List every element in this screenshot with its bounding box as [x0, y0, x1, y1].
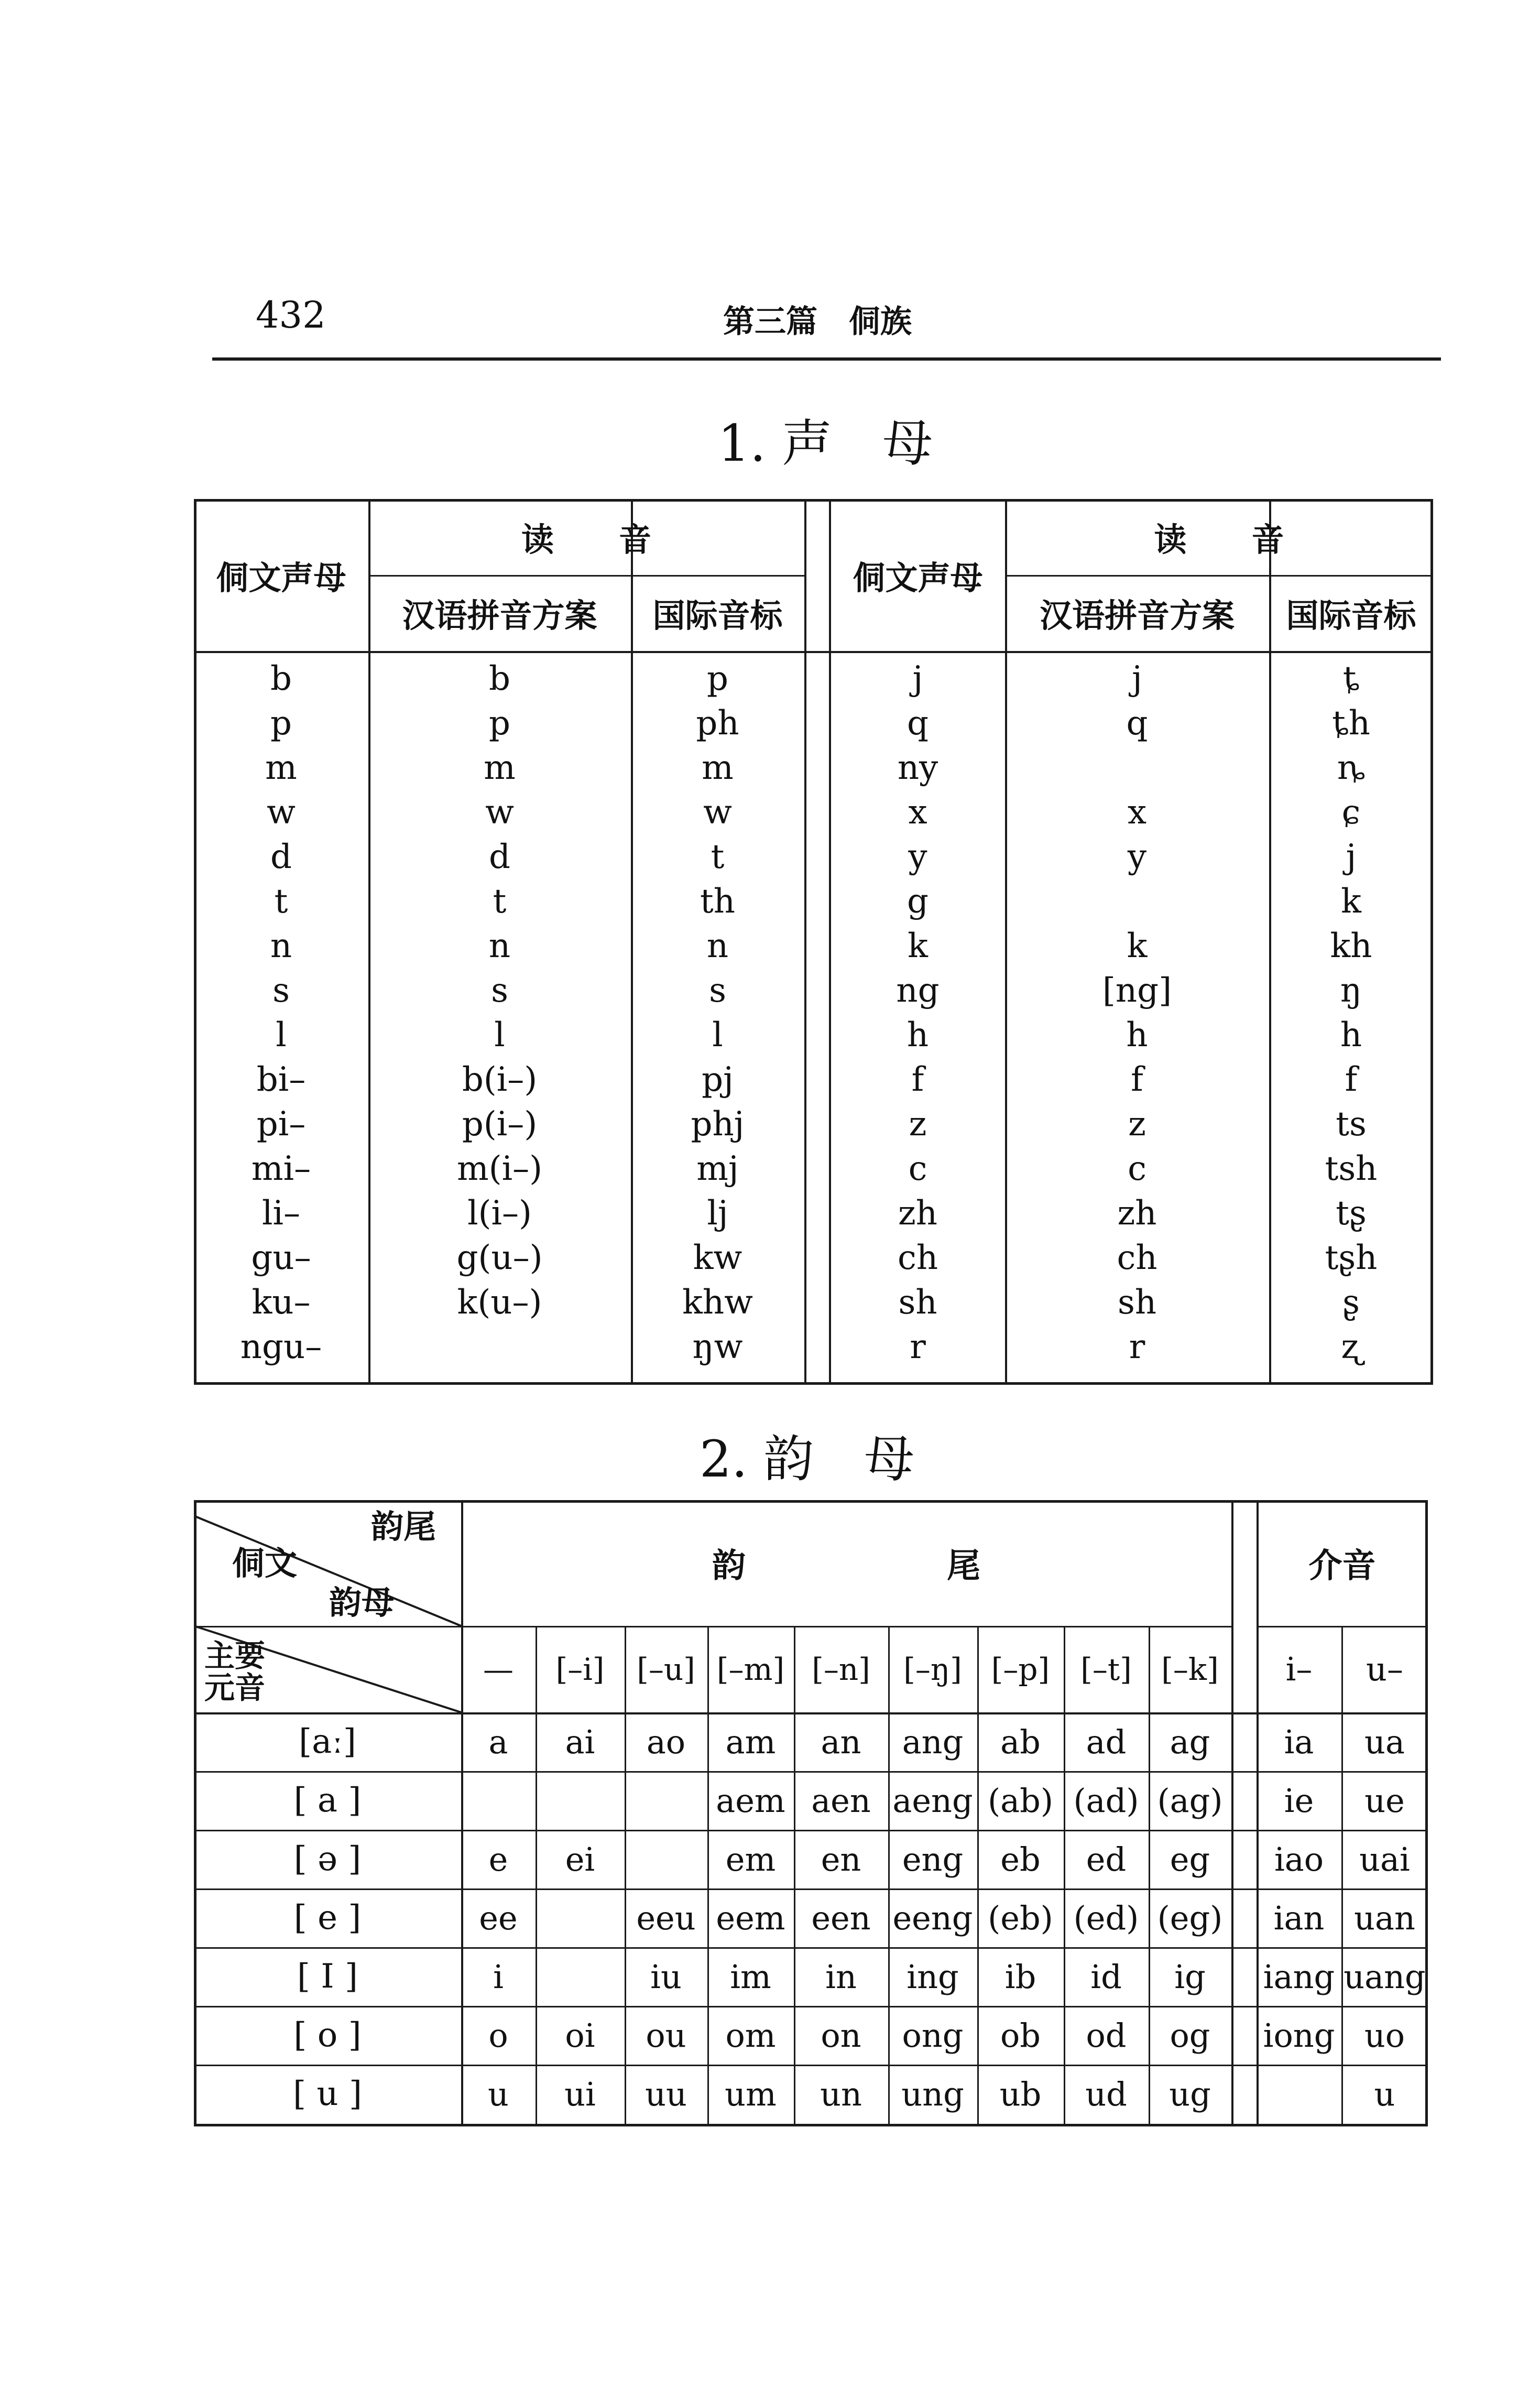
initial-ipa: m [702, 748, 734, 787]
initial-pinyin [1005, 745, 1269, 790]
initial-dong: s [272, 971, 290, 1010]
initial-dong: bi– [256, 1060, 306, 1099]
final-cell: on [821, 2016, 861, 2055]
final-cell: u [488, 2075, 509, 2113]
header-reading: 读 音 [1154, 520, 1284, 559]
initial-ipa: pj [702, 1060, 734, 1099]
initials-table [194, 499, 1433, 1385]
initial-pinyin: m [484, 748, 516, 787]
final-cell: um [725, 2075, 777, 2113]
initial-pinyin: b [489, 659, 510, 698]
corner-main-vowel: 主要 元音 [204, 1637, 266, 1706]
initial-ipa: h [1340, 1015, 1362, 1055]
final-cell: een [811, 1898, 871, 1937]
final-cell: ed [1086, 1840, 1127, 1879]
final-cell: aeng [892, 1781, 973, 1820]
medial-cell: uai [1359, 1840, 1410, 1879]
final-cell: ub [999, 2075, 1042, 2113]
finals-table [194, 1500, 1428, 2126]
final-cell: i [493, 1957, 504, 1996]
final-cell: ud [1085, 2075, 1127, 2113]
initial-ipa: ȶ [1342, 659, 1360, 698]
initial-pinyin: zh [1117, 1193, 1157, 1233]
initial-ipa: f [1345, 1060, 1358, 1099]
initial-ipa: ph [696, 703, 739, 743]
final-cell: in [825, 1957, 857, 1996]
coda-column-header: [–p] [991, 1651, 1050, 1687]
final-cell [536, 1947, 625, 2006]
final-cell: an [821, 1722, 861, 1761]
initial-pinyin: l(i–) [467, 1193, 532, 1233]
initial-pinyin: sh [1117, 1283, 1157, 1322]
initial-pinyin: r [1129, 1327, 1145, 1366]
header-dong-initial: 侗文声母 [853, 558, 983, 597]
initial-ipa: kh [1330, 926, 1372, 965]
page-number: 432 [256, 294, 326, 336]
table-rule [194, 651, 1433, 653]
initial-dong: n [270, 926, 292, 965]
coda-column-header: [–m] [716, 1651, 785, 1687]
initial-pinyin: x [1127, 793, 1147, 832]
initial-dong: ngu– [240, 1327, 322, 1366]
final-cell: ing [906, 1957, 959, 1996]
initial-ipa: t [711, 837, 725, 876]
final-cell [461, 1771, 536, 1830]
initial-ipa: l [712, 1015, 723, 1055]
initial-dong: g [907, 882, 929, 921]
initial-ipa: ŋ [1340, 971, 1362, 1010]
initial-pinyin: p(i–) [462, 1104, 538, 1144]
initial-dong: m [265, 748, 297, 787]
finals-title: 2. 韵 母 [700, 1430, 915, 1489]
initial-ipa: ʂ [1342, 1283, 1360, 1322]
initial-pinyin: d [489, 837, 510, 876]
main-vowel-label: [ o ] [293, 2016, 362, 2055]
final-cell: (ag) [1157, 1781, 1223, 1820]
initial-dong: p [270, 703, 292, 743]
initial-ipa: tʂh [1325, 1238, 1378, 1277]
initial-pinyin: c [1128, 1149, 1146, 1188]
final-cell [536, 1888, 625, 1947]
main-vowel-label: [ u ] [293, 2075, 362, 2113]
initial-ipa: s [709, 971, 726, 1010]
final-cell: ong [902, 2016, 964, 2055]
final-cell: eng [902, 1840, 964, 1879]
initial-pinyin: b(i–) [462, 1060, 538, 1099]
final-cell: oi [565, 2016, 595, 2055]
main-vowel-label: [ ə ] [293, 1840, 362, 1879]
final-cell: ag [1170, 1722, 1210, 1761]
initial-pinyin: k [1127, 926, 1148, 965]
initials-title: 1. 声 母 [718, 414, 933, 473]
initial-ipa: ɕ [1341, 793, 1361, 832]
medial-cell: uang [1344, 1957, 1426, 1996]
initial-dong: k [908, 926, 928, 965]
medial-cell: iao [1274, 1840, 1324, 1879]
initial-pinyin [368, 1325, 631, 1369]
main-vowel-label: [ I ] [297, 1957, 358, 1996]
final-cell: en [821, 1840, 861, 1879]
initial-pinyin: z [1128, 1104, 1146, 1144]
final-cell: ou [646, 2016, 686, 2055]
initial-dong: t [274, 882, 288, 921]
final-cell: ab [1000, 1722, 1041, 1761]
final-cell: ei [565, 1840, 595, 1879]
final-cell: ao [646, 1722, 686, 1761]
main-vowel-label: [aː] [299, 1722, 356, 1761]
final-cell [625, 1771, 707, 1830]
initial-dong: b [270, 659, 292, 698]
coda-column-header: [–i] [555, 1651, 605, 1687]
medial-cell [1257, 2065, 1341, 2123]
final-cell: aen [811, 1781, 871, 1820]
initial-pinyin [1005, 879, 1269, 924]
initial-ipa: w [703, 793, 732, 832]
medial-cell: iong [1263, 2016, 1335, 2055]
final-cell: ad [1086, 1722, 1127, 1761]
medial-cell: ue [1364, 1781, 1405, 1820]
initial-dong: z [909, 1104, 927, 1144]
coda-column-header: — [483, 1651, 514, 1687]
final-cell: ib [1004, 1957, 1036, 1996]
final-cell: (ed) [1073, 1898, 1139, 1937]
table-rule [804, 499, 806, 1385]
final-cell: ig [1174, 1957, 1206, 1996]
final-cell: un [820, 2075, 862, 2113]
initial-pinyin: t [493, 882, 507, 921]
header-ipa: 国际音标 [652, 596, 783, 635]
final-cell: uu [645, 2075, 687, 2113]
final-cell: o [488, 2016, 508, 2055]
medial-cell: ua [1364, 1722, 1405, 1761]
initial-dong: gu– [251, 1238, 311, 1277]
corner-dong: 侗文 [232, 1544, 297, 1582]
final-cell: ob [1000, 2016, 1041, 2055]
coda-column-header: [–n] [812, 1651, 870, 1687]
initial-dong: sh [898, 1283, 937, 1322]
final-cell: eem [716, 1898, 785, 1937]
header-yunwei: 韵 尾 [712, 1547, 980, 1586]
coda-column-header: [–t] [1080, 1651, 1132, 1687]
main-vowel-label: [ e ] [293, 1898, 362, 1937]
initial-ipa: tʂ [1336, 1193, 1367, 1233]
initial-pinyin: s [491, 971, 508, 1010]
running-head: 第三篇 侗族 [723, 303, 912, 340]
medial-cell: uo [1364, 2016, 1405, 2055]
main-vowel-label: [ a ] [293, 1781, 362, 1820]
medial-cell: ia [1284, 1722, 1314, 1761]
medial-cell: u [1374, 2075, 1395, 2113]
initial-dong: h [906, 1015, 929, 1055]
header-pinyin: 汉语拼音方案 [402, 596, 597, 635]
medial-cell: ie [1284, 1781, 1314, 1820]
final-cell: ung [901, 2075, 964, 2113]
final-cell: (eb) [988, 1898, 1053, 1937]
final-cell: eeu [636, 1898, 696, 1937]
final-cell: eeng [892, 1898, 973, 1937]
initial-pinyin: [ng] [1102, 971, 1172, 1010]
final-cell: id [1090, 1957, 1122, 1996]
initial-pinyin: m(i–) [456, 1149, 543, 1188]
initial-ipa: tsh [1325, 1149, 1378, 1188]
header-reading: 读 音 [521, 520, 651, 559]
table-rule [194, 2124, 1428, 2126]
final-cell: a [488, 1722, 508, 1761]
final-cell: ui [564, 2075, 596, 2113]
initial-ipa: j [1346, 837, 1357, 876]
final-cell: e [488, 1840, 508, 1879]
final-cell: om [725, 2016, 776, 2055]
initial-dong: y [908, 837, 927, 876]
initial-dong: j [912, 659, 923, 698]
medial-cell: ian [1273, 1898, 1325, 1937]
final-cell: em [725, 1840, 776, 1879]
initial-pinyin: y [1127, 837, 1147, 876]
initial-dong: mi– [251, 1149, 311, 1188]
initial-pinyin: n [488, 926, 511, 965]
medial-column-header: i– [1285, 1650, 1313, 1688]
corner-yunmu: 韵母 [329, 1583, 394, 1622]
medial-column-header: u– [1366, 1650, 1403, 1688]
initial-ipa: ŋw [692, 1327, 743, 1366]
initial-dong: c [908, 1149, 927, 1188]
initial-dong: li– [262, 1193, 300, 1233]
final-cell: im [730, 1957, 771, 1996]
initial-pinyin: g(u–) [456, 1238, 543, 1277]
initial-dong: r [910, 1327, 926, 1366]
initial-dong: ku– [252, 1283, 311, 1322]
medial-cell: uan [1354, 1898, 1415, 1937]
coda-column-header: [–u] [637, 1651, 695, 1687]
coda-column-header: [–ŋ] [903, 1651, 962, 1687]
initial-ipa: n [706, 926, 729, 965]
initial-dong: x [908, 793, 927, 832]
final-cell: od [1086, 2016, 1127, 2055]
initial-pinyin: f [1131, 1060, 1143, 1099]
header-dong-initial: 侗文声母 [216, 558, 346, 597]
initial-ipa: khw [682, 1283, 753, 1322]
final-cell: (ab) [987, 1781, 1054, 1820]
initial-ipa: mj [696, 1149, 739, 1188]
initial-ipa: ʐ [1341, 1327, 1361, 1366]
initial-pinyin: w [485, 793, 514, 832]
initial-ipa: ts [1336, 1104, 1367, 1144]
initial-pinyin: l [494, 1015, 505, 1055]
final-cell [625, 1830, 707, 1888]
initial-pinyin: p [489, 703, 510, 743]
corner-yunwei: 韵尾 [370, 1507, 436, 1546]
initial-dong: ch [897, 1238, 938, 1277]
initial-ipa: ȶh [1332, 703, 1370, 743]
final-cell: am [725, 1722, 776, 1761]
header-pinyin: 汉语拼音方案 [1039, 596, 1235, 635]
final-cell: iu [650, 1957, 682, 1996]
initial-ipa: k [1341, 882, 1361, 921]
initial-ipa: p [707, 659, 728, 698]
header-medial: 介音 [1308, 1547, 1376, 1586]
coda-column-header: [–k] [1161, 1651, 1219, 1687]
final-cell: aem [716, 1781, 785, 1820]
final-cell: og [1170, 2016, 1210, 2055]
medial-cell: iang [1263, 1957, 1335, 1996]
initial-ipa: ȵ [1337, 748, 1366, 787]
final-cell: ug [1169, 2075, 1211, 2113]
initial-pinyin: h [1126, 1015, 1148, 1055]
initial-dong: ny [897, 748, 938, 787]
final-cell: eb [1000, 1840, 1041, 1879]
header-ipa: 国际音标 [1286, 596, 1416, 635]
final-cell [536, 1771, 625, 1830]
initial-dong: l [276, 1015, 287, 1055]
initial-dong: pi– [256, 1104, 306, 1144]
initial-pinyin: ch [1117, 1238, 1157, 1277]
initial-dong: f [911, 1060, 924, 1099]
table-rule [194, 1382, 1433, 1385]
initial-ipa: lj [707, 1193, 728, 1233]
final-cell: eg [1170, 1840, 1210, 1879]
initial-dong: zh [898, 1193, 937, 1233]
initial-ipa: phj [691, 1104, 745, 1144]
final-cell: ang [902, 1722, 964, 1761]
final-cell: (ad) [1073, 1781, 1139, 1820]
final-cell: ai [565, 1722, 595, 1761]
table-rule [1231, 1500, 1233, 2126]
header-rule [212, 357, 1441, 361]
initial-ipa: kw [693, 1238, 742, 1277]
initial-dong: ng [896, 971, 940, 1010]
initial-dong: q [907, 703, 929, 743]
initial-dong: d [270, 837, 292, 876]
initial-dong: w [267, 793, 296, 832]
final-cell: (eg) [1157, 1898, 1223, 1937]
final-cell: ee [479, 1898, 518, 1937]
initial-pinyin: k(u–) [457, 1283, 542, 1322]
initial-ipa: th [700, 882, 735, 921]
initial-pinyin: q [1126, 703, 1148, 743]
initial-pinyin: j [1132, 659, 1142, 698]
